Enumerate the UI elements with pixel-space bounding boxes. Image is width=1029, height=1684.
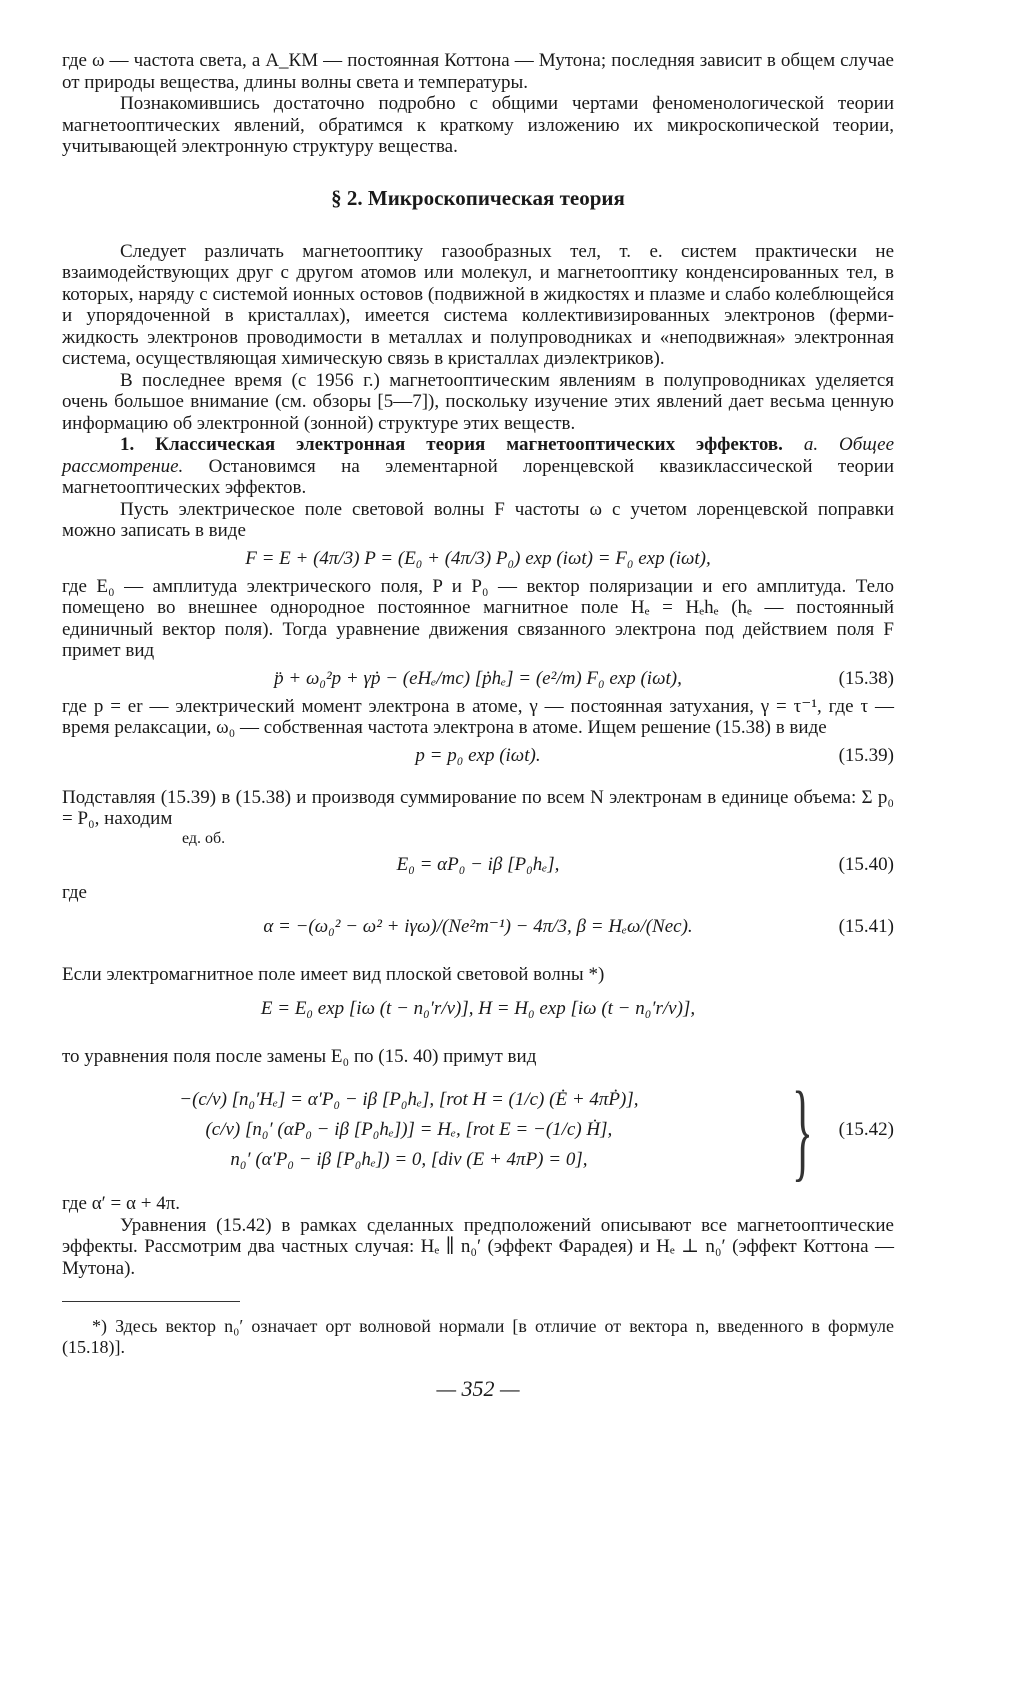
- paragraph-amplitude: где E₀ — амплитуда электрического поля, P и P₀ — вектор поляризации и его амплитуда. Тело помещено во внешнее однородное постоянное магнитное поле Hₑ = Hₑhₑ (hₑ — постоянный единичный вектор поля). Тогда уравнение движения связанного электрона под действием поля F примет вид: [62, 575, 894, 661]
- paragraph-plane-wave: Если электромагнитное поле имеет вид плоской световой волны *): [62, 964, 605, 985]
- equation-coefficients-formula: α = −(ω₀² − ω² + iγω)/(Ne²m⁻¹) − 4π/3, β = Hₑω/(Nec).: [263, 916, 693, 937]
- equation-motion: [62, 668, 894, 690]
- equation-number: (15.39): [838, 744, 894, 766]
- paragraph-conclusion: Уравнения (15.42) в рамках сделанных предположений описывают все магнетооптические эффекты. Рассмотрим два частных случая: Hₑ ∥ n₀′ (эффект Фарадея) и Hₑ ⊥ n₀′ (эффект Коттона — Мутона).: [62, 1214, 894, 1279]
- section-title: § 2. Микроскопическая теория: [331, 185, 625, 210]
- where-label: где: [62, 881, 87, 903]
- equation-coefficients: [62, 915, 894, 938]
- equation-plane-wave: E = E₀ exp [iω (t − n₀′r/v)], H = H₀ exp [iω (t − n₀′r/v)],: [260, 997, 696, 1019]
- equation-system-line-1: −(c/v) [n₀′Hₑ] = α′P₀ − iβ [P₀hₑ], [rot H = (1/c) (Ė + 4πṖ)],: [179, 1089, 639, 1110]
- summation-subscript: ед. об.: [182, 829, 226, 847]
- subsection-heading: 1. Классическая электронная теория магнетооптических эффектов.: [120, 434, 783, 455]
- equation-system-line-3: n₀′ (α′P₀ − iβ [P₀hₑ]) = 0, [div (E + 4πP) = 0],: [230, 1149, 588, 1170]
- equation-polarization-formula: E₀ = αP₀ − iβ [P₀hₑ],: [396, 853, 560, 875]
- equation-number: (15.38): [838, 667, 894, 689]
- equation-solution: [62, 745, 894, 767]
- paragraph-field-equations: то уравнения поля после замены E₀ по (15. 40) примут вид: [62, 1045, 537, 1067]
- equation-polarization: [62, 854, 894, 876]
- subsection-text: Остановимся на элементарной лоренцевской квазиклассической теории магнетооптических эффектов.: [62, 455, 895, 498]
- page-content: [62, 50, 894, 1402]
- paragraph-light-field: Пусть электрическое поле световой волны F частоты ω с учетом лоренцевской поправки можно записать в виде: [62, 498, 894, 541]
- paragraph-summation: Подставляя (15.39) в (15.38) и производя суммирование по всем N электронам в единице объема: Σ p₀ = P₀, находим: [62, 786, 894, 829]
- equation-number: (15.42): [838, 1119, 894, 1140]
- right-brace: }: [791, 1069, 813, 1191]
- paragraph-alpha-prime: где α′ = α + 4π.: [62, 1193, 181, 1214]
- page-number: — 352 —: [436, 1376, 520, 1401]
- paragraph-classical-theory: [62, 434, 894, 499]
- equation-system-line-2: (c/v) [n₀′ (αP₀ − iβ [P₀hₑ])] = Hₑ, [rot E = −(1/c) Ḣ],: [205, 1119, 613, 1140]
- equation-number: (15.40): [838, 853, 894, 875]
- intro-paragraph-2: Познакомившись достаточно подробно с общими чертами феноменологической теории магнетооптических явлений, обратимся к краткому изложению их микроскопической теории, учитывающей электронную структуру вещества.: [62, 93, 894, 157]
- equation-field: F = E + (4π/3) P = (E₀ + (4π/3) P₀) exp (iωt) = F₀ exp (iωt),: [245, 547, 711, 569]
- footnote: *) Здесь вектор n₀′ означает орт волновой нормали [в отличие от вектора n, введенного в формуле (15.18)].: [62, 1316, 894, 1357]
- intro-paragraph-1: где ω — частота света, а A_КМ — постоянная Коттона — Мутона; последняя зависит в общем случае от природы вещества, длины волны света и температуры.: [62, 50, 894, 93]
- footnote-divider: [62, 1301, 240, 1302]
- equation-solution-formula: p = p₀ exp (iωt).: [415, 744, 541, 766]
- paragraph-condensed-matter: Следует различать магнетооптику газообразных тел, т. е. систем практически не взаимодействующих друг с другом атомов или молекул, и магнетооптику конденсированных тел, в которых, наряду с системой ионных остовов (подвижной в жидкостях и плазме и слабо колеблющейся и упорядоченной в кристаллах), имеется система коллективизированных электронов (ферми-жидкость электронов проводимости в металлах и полупроводниках и «неподвижная» электронная система, осуществляющая химическую связь в кристаллах диэлектриков).: [62, 240, 894, 369]
- subsection-subheading: а. Общее рассмотрение.: [62, 434, 894, 477]
- equation-system: [62, 1069, 894, 1191]
- paragraph-semiconductors: В последнее время (с 1956 г.) магнетооптическим явлениям в полупроводниках уделяется очень большое внимание (см. обзоры [5—7]), поскольку изучение этих явлений дает весьма ценную информацию об электронной (зонной) структуре этих веществ.: [62, 369, 894, 434]
- equation-motion-formula: p̈ + ω₀²p + γṗ − (eHₑ/mc) [ṗhₑ] = (e²/m) F₀ exp (iωt),: [274, 667, 682, 689]
- equation-number: (15.41): [838, 915, 894, 937]
- paragraph-dipole-moment: где p = er — электрический момент электрона в атоме, γ — постоянная затухания, γ = τ⁻¹, где τ — время релаксации, ω₀ — собственная частота электрона в атоме. Ищем решение (15.38) в виде: [62, 695, 894, 738]
